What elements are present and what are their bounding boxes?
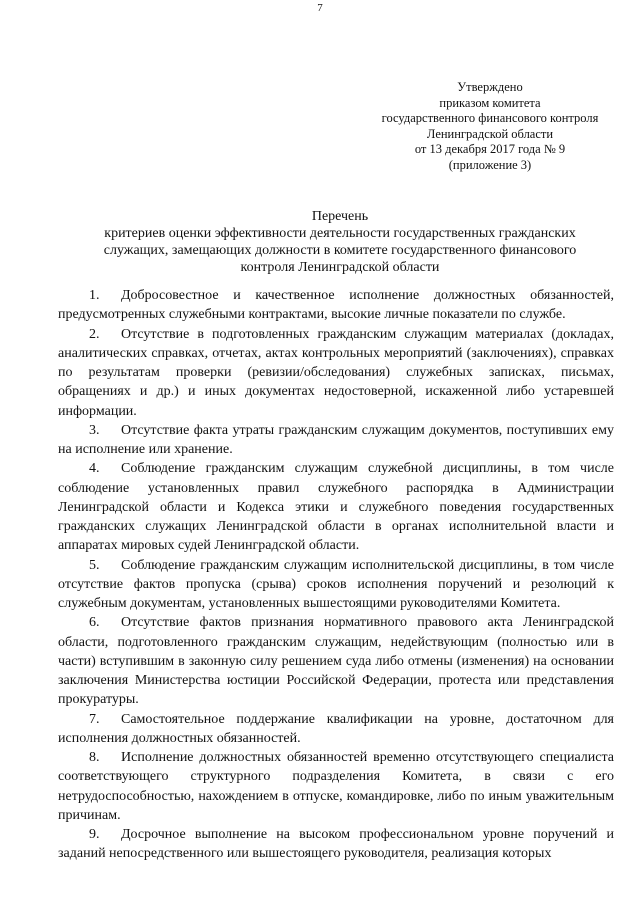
- criteria-list: [58, 286, 614, 864]
- criteria-item-number: 3.: [89, 422, 100, 438]
- approval-line: приказом комитета: [439, 95, 541, 110]
- criteria-item: [58, 459, 614, 555]
- approval-line: государственного финансового контроля: [381, 111, 599, 125]
- criteria-item-text: Соблюдение гражданским служащим служебной дисциплины, в том числе соблюдение установленных правил служебного распорядка в Администрации Ленинградской области и Кодекса этики и служебного поведения государственных гражданских служащих Ленинградской области в органах исполнительной власти и аппаратах мировых судей Ленинградской области.: [58, 461, 614, 554]
- approval-line: Утверждено: [457, 80, 523, 94]
- document-subtitle-line: критериев оценки эффективности деятельности государственных гражданских: [104, 226, 576, 241]
- criteria-item-text: Добросовестное и качественное исполнение должностных обязанностей, предусмотренных служебными контрактами, высокие личные показатели по службе.: [58, 288, 614, 323]
- page-number: 7: [317, 2, 323, 14]
- criteria-item: [58, 613, 614, 709]
- approval-line: (приложение 3): [448, 157, 532, 172]
- criteria-item-text: Исполнение должностных обязанностей временно отсутствующего специалиста соответствующего структурного подразделения Комитета, в связи с его нетрудоспособностью, нахождением в отпуске, командировке, либо по иным уважительным причинам.: [58, 750, 614, 823]
- approval-stamp: [360, 80, 620, 173]
- approval-line: от 13 декабря 2017 года № 9: [414, 142, 566, 156]
- criteria-item: [58, 421, 614, 460]
- criteria-item-text: Отсутствие факта утраты гражданским служащим документов, поступивших ему на исполнение или хранение.: [58, 422, 614, 457]
- criteria-item: [58, 286, 614, 325]
- approval-line: Ленинградской области: [426, 126, 554, 141]
- criteria-item-number: 1.: [89, 288, 100, 303]
- document-subtitle-line: контроля Ленинградской области: [240, 260, 440, 275]
- criteria-item-text: Отсутствие фактов признания нормативного правового акта Ленинградской области, подготовленного гражданским служащим, недействующим (полностью или в части) вступившим в законную силу решением суда либо отмены (изменения) на основании заключения Министерства юстиции Российской Федерации, протеста или представления прокуратуры.: [58, 615, 614, 708]
- criteria-item: [58, 710, 614, 749]
- criteria-item-number: 5.: [89, 557, 100, 573]
- criteria-item-text: Отсутствие в подготовленных гражданским служащим материалах (докладах, аналитических справках, отчетах, актах контрольных мероприятий (заключениях), справках по результатам проверки (ревизии/обследования) служебных записках, письмах, обращениях и др.) и иных документах недостоверной, искаженной либо устаревшей информации.: [58, 326, 614, 419]
- document-title-block: [60, 208, 620, 276]
- criteria-item-text: Самостоятельное поддержание квалификации на уровне, достаточном для исполнения должностных обязанностей.: [58, 711, 614, 746]
- criteria-item: [58, 748, 614, 825]
- criteria-item-number: 8.: [89, 750, 100, 765]
- criteria-item-number: 6.: [89, 615, 100, 631]
- criteria-item: [58, 325, 614, 421]
- criteria-item-number: 2.: [89, 326, 100, 342]
- criteria-item-number: 7.: [89, 711, 100, 727]
- criteria-item: [58, 556, 614, 614]
- criteria-item-text: Соблюдение гражданским служащим исполнительской дисциплины, в том числе отсутствие фактов пропуска (срыва) сроков исполнения поручений и резолюций к служебным документам, установленных вышестоящими руководителями Комитета.: [58, 557, 614, 611]
- document-subtitle-line: служащих, замещающих должности в комитете государственного финансового: [103, 243, 577, 258]
- document-title: Перечень: [311, 209, 369, 224]
- criteria-item-text: Досрочное выполнение на высоком профессиональном уровне поручений и заданий непосредственного или вышестоящего руководителя, реализация которых: [58, 827, 614, 862]
- criteria-item-number: 9.: [89, 827, 100, 842]
- criteria-item: [58, 825, 614, 864]
- criteria-item-number: 4.: [89, 461, 100, 477]
